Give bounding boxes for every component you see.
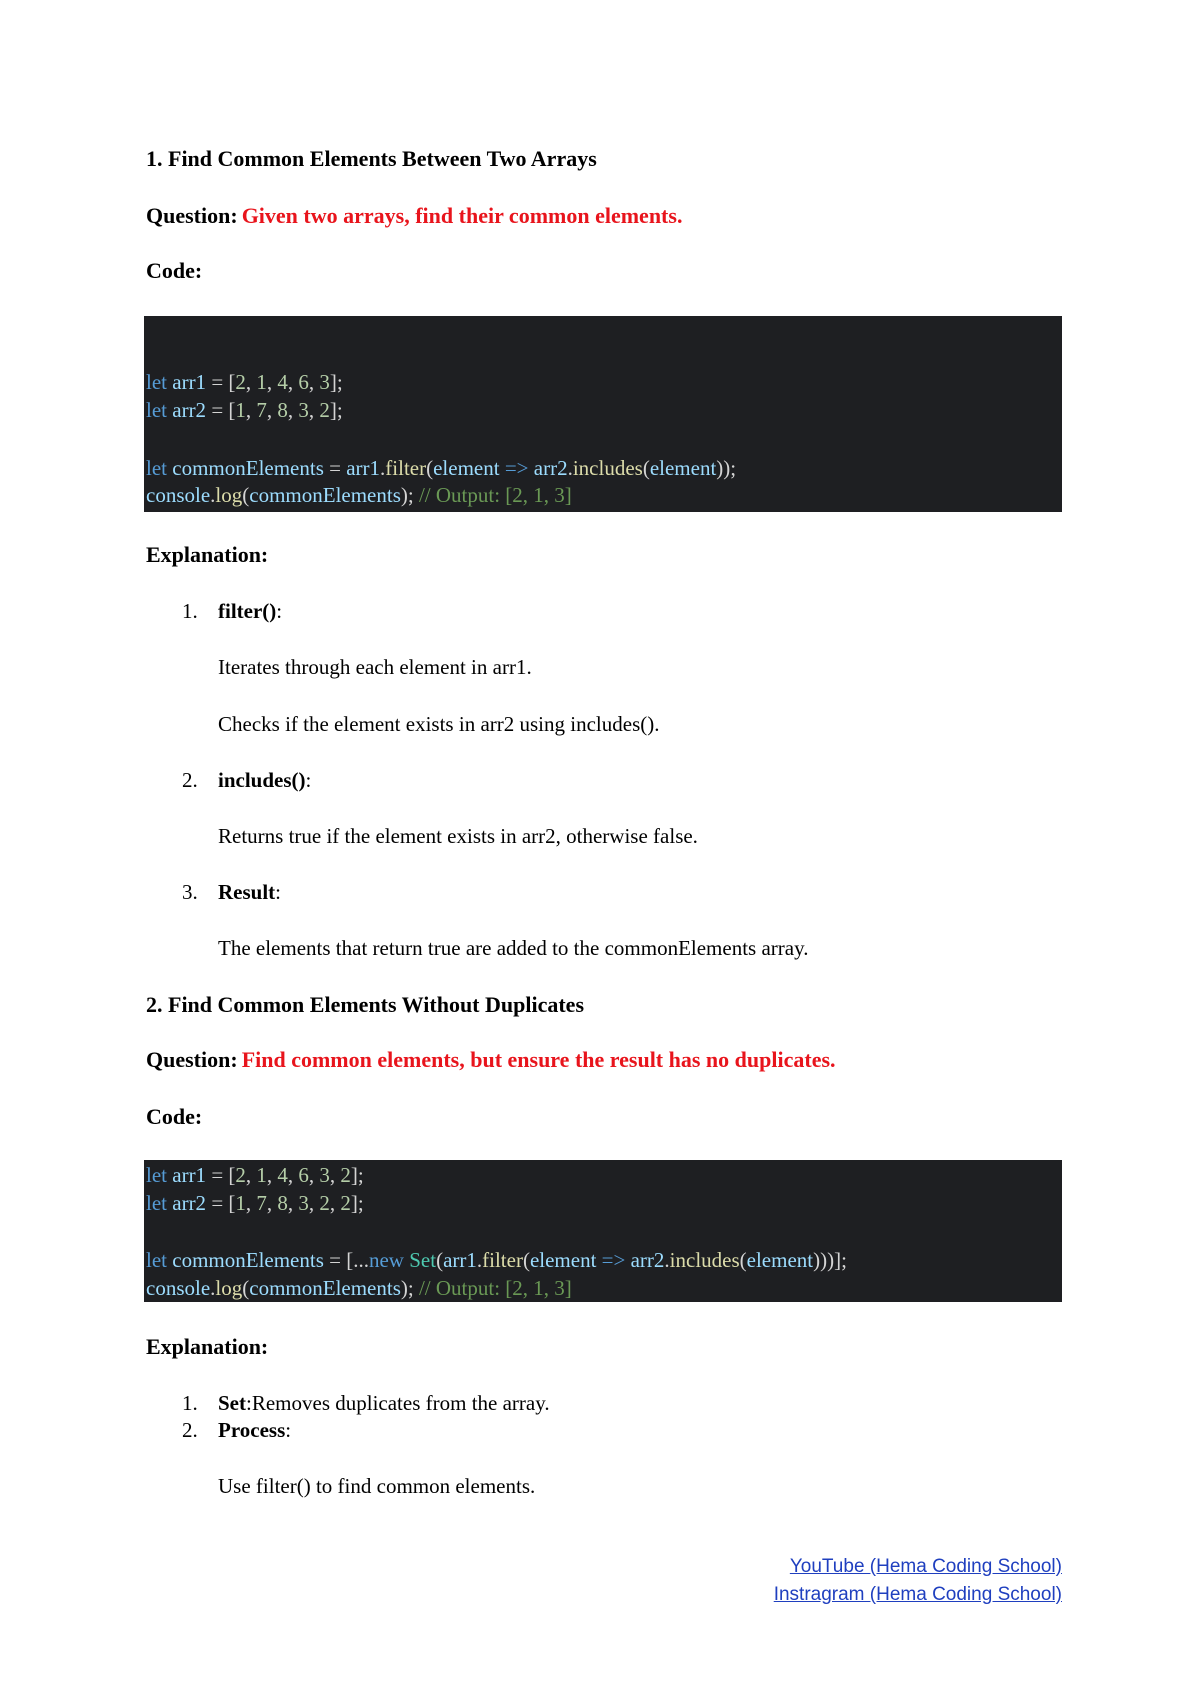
list-number: 2. (182, 768, 198, 792)
list-number: 2. (182, 1418, 198, 1442)
list-item-text: Returns true if the element exists in arr2, otherwise false. (218, 824, 698, 848)
code-block-1 (144, 316, 1062, 512)
code-line: console.log(commonElements); // Output: [2, 1, 3] (146, 483, 572, 507)
list-number: 1. (182, 599, 198, 623)
question-text: Given two arrays, find their common elements. (241, 203, 683, 228)
list-item-text: Use filter() to find common elements. (218, 1474, 536, 1498)
section1-explanation-label: Explanation: (146, 542, 269, 567)
section1-code-label: Code: (146, 258, 203, 283)
section1-title: 1. Find Common Elements Between Two Arrays (146, 146, 597, 171)
question-label: Question: (146, 1047, 238, 1072)
footer-instagram (774, 1584, 1062, 1606)
list-number: 3. (182, 880, 198, 904)
list-item-text: Iterates through each element in arr1. (218, 655, 532, 679)
footer-youtube (790, 1556, 1062, 1578)
code-line: let arr2 = [1, 7, 8, 3, 2]; (146, 398, 343, 422)
code-line: console.log(commonElements); // Output: [2, 1, 3] (146, 1276, 572, 1300)
list-item-title: filter(): (218, 599, 283, 623)
list-item-title: Result: (218, 880, 282, 904)
list-item-title: Process: (218, 1418, 292, 1442)
question-text: Find common elements, but ensure the result has no duplicates. (241, 1047, 836, 1072)
question-label: Question: (146, 203, 238, 228)
youtube-link[interactable]: YouTube (Hema Coding School) (789, 1556, 1062, 1577)
section2-title: 2. Find Common Elements Without Duplicates (146, 992, 585, 1017)
section1-question (146, 203, 682, 229)
code-line: let commonElements = arr1.filter(element => arr2.includes(element)); (146, 456, 737, 480)
list-item-text: The elements that return true are added to the commonElements array. (218, 936, 809, 960)
section2-code-label: Code: (146, 1104, 203, 1129)
instagram-link[interactable]: Instragram (Hema Coding School) (773, 1584, 1062, 1605)
list-number: 1. (182, 1391, 198, 1415)
code-line: let arr1 = [2, 1, 4, 6, 3]; (146, 370, 343, 394)
section2-explanation-label: Explanation: (146, 1334, 269, 1359)
code-line: let arr2 = [1, 7, 8, 3, 2, 2]; (146, 1191, 364, 1215)
list-item-text: Checks if the element exists in arr2 using includes(). (218, 712, 660, 736)
code-line: let commonElements = [...new Set(arr1.filter(element => arr2.includes(element)))]; (146, 1248, 847, 1272)
list-item-title: Set:Removes duplicates from the array. (218, 1391, 550, 1415)
list-item-title: includes(): (218, 768, 312, 792)
section2-question (146, 1047, 836, 1073)
code-block-2 (144, 1160, 1062, 1302)
code-line: let arr1 = [2, 1, 4, 6, 3, 2]; (146, 1163, 364, 1187)
